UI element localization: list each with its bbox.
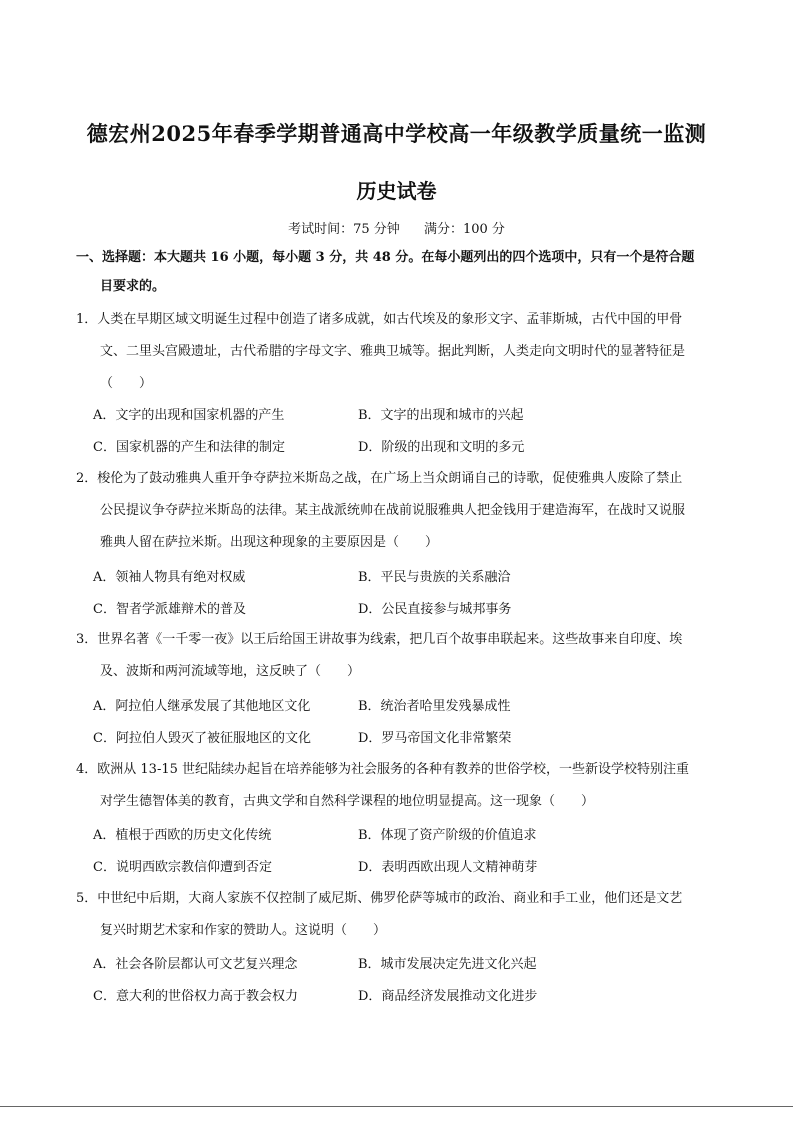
question-1-line-1: 1．人类在早期区域文明诞生过程中创造了诸多成就，如古代埃及的象形文字、孟菲斯城，古代中国的甲骨 — [76, 312, 683, 327]
question-2-line-1: 2．梭伦为了鼓动雅典人重开争夺萨拉米斯岛之战，在广场上当众朗诵自己的诗歌，促使雅典人废除了禁止 — [76, 471, 683, 486]
exam-time: 考试时间：75 分钟 — [288, 222, 400, 237]
question-4-option-a[interactable]: A．植根于西欧的历史文化传统 — [93, 828, 272, 843]
question-4-line-2: 对学生德智体美的教育，古典文学和自然科学课程的地位明显提高。这一现象（ ） — [100, 794, 595, 809]
question-1-line-2: 文、二里头宫殿遗址，古代希腊的字母文字、雅典卫城等。据此判断，人类走向文明时代的显著特征是 — [100, 344, 686, 359]
question-4 — [76, 754, 726, 818]
question-5-line-1: 5．中世纪中后期，大商人家族不仅控制了威尼斯、佛罗伦萨等城市的政治、商业和手工业，他们还是文艺 — [76, 891, 683, 906]
question-5-option-a[interactable]: A．社会各阶层都认可文艺复兴理念 — [93, 957, 298, 972]
question-5 — [76, 883, 726, 947]
question-4-line-1: 4．欧洲从 13-15 世纪陆续办起旨在培养能够为社会服务的各种有教养的世俗学校，一些新设学校特别注重 — [76, 762, 690, 777]
question-2-option-b[interactable]: B．平民与贵族的关系融洽 — [358, 570, 511, 585]
section-line-2: 目要求的。 — [100, 279, 166, 294]
question-3-line-1: 3．世界名著《一千零一夜》以王后给国王讲故事为线索，把几百个故事串联起来。这些故事来自印度、埃 — [76, 632, 683, 647]
question-5-line-2: 复兴时期艺术家和作家的赞助人。这说明（ ） — [100, 923, 387, 938]
question-3-option-d[interactable]: D．罗马帝国文化非常繁荣 — [358, 731, 512, 746]
exam-title: 德宏州2025年春季学期普通高中学校高一年级教学质量统一监测 — [86, 121, 707, 146]
question-1-option-c[interactable]: C．国家机器的产生和法律的制定 — [93, 440, 285, 455]
question-2-option-c[interactable]: C．智者学派雄辩术的普及 — [93, 602, 246, 617]
question-5-option-b[interactable]: B．城市发展决定先进文化兴起 — [358, 957, 537, 972]
question-2 — [76, 463, 726, 559]
question-2-line-3: 雅典人留在萨拉米斯。出现这种现象的主要原因是（ ） — [100, 535, 439, 550]
question-2-line-2: 公民提议争夺萨拉米斯岛的法律。某主战派统帅在战前说服雅典人把金钱用于建造海军，在战时又说服 — [100, 503, 686, 518]
question-2-option-a[interactable]: A．领袖人物具有绝对权威 — [93, 570, 246, 585]
question-3-line-2: 及、波斯和两河流域等地，这反映了（ ） — [100, 664, 361, 679]
question-1-option-b[interactable]: B．文字的出现和城市的兴起 — [358, 408, 524, 423]
question-1-line-3: （ ） — [100, 376, 153, 391]
exam-meta — [0, 218, 793, 237]
exam-subtitle: 历史试卷 — [356, 179, 437, 203]
question-4-option-b[interactable]: B．体现了资产阶级的价值追求 — [358, 828, 537, 843]
question-5-option-c[interactable]: C．意大利的世俗权力高于教会权力 — [93, 989, 298, 1004]
question-4-option-c[interactable]: C．说明西欧宗教信仰遭到否定 — [93, 860, 272, 875]
question-1-option-d[interactable]: D．阶级的出现和文明的多元 — [358, 440, 525, 455]
page-bottom-rule — [0, 1106, 793, 1107]
question-3-option-c[interactable]: C．阿拉伯人毁灭了被征服地区的文化 — [93, 731, 311, 746]
question-1-option-a[interactable]: A．文字的出现和国家机器的产生 — [93, 408, 285, 423]
question-5-option-d[interactable]: D．商品经济发展推动文化进步 — [358, 989, 538, 1004]
question-3-option-b[interactable]: B．统治者哈里发残暴成性 — [358, 699, 511, 714]
section-line-1: 一、选择题：本大题共 16 小题，每小题 3 分，共 48 分。在每小题列出的四个选项中，只有一个是符合题 — [76, 250, 695, 265]
question-1 — [76, 304, 726, 400]
section-heading — [76, 243, 726, 301]
exam-score: 满分：100 分 — [423, 222, 505, 237]
question-3-option-a[interactable]: A．阿拉伯人继承发展了其他地区文化 — [93, 699, 311, 714]
question-2-option-d[interactable]: D．公民直接参与城邦事务 — [358, 602, 512, 617]
question-4-option-d[interactable]: D．表明西欧出现人文精神萌芽 — [358, 860, 538, 875]
question-3 — [76, 624, 726, 688]
